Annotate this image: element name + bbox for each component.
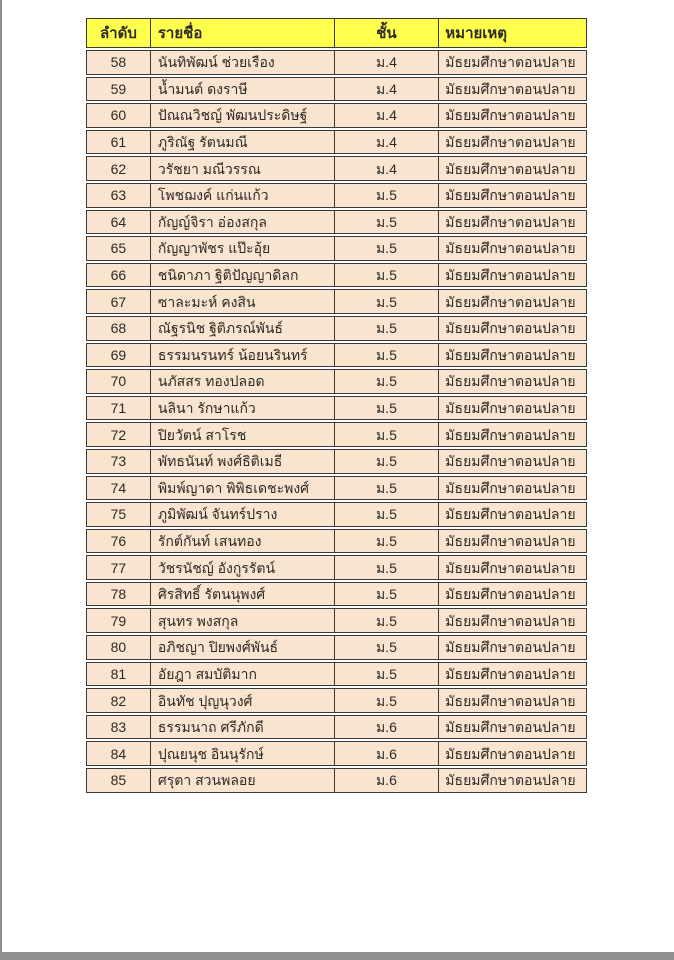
- cell-remark: มัธยมศึกษาตอนปลาย: [438, 423, 586, 446]
- cell-remark: มัธยมศึกษาตอนปลาย: [438, 609, 586, 632]
- cell-no: 64: [110, 213, 127, 230]
- table-row: [86, 688, 587, 713]
- cell-no: 59: [110, 80, 127, 97]
- cell-remark: มัธยมศึกษาตอนปลาย: [438, 237, 586, 260]
- cell-class: ม.5: [334, 423, 439, 446]
- table-row: [86, 77, 587, 102]
- table-row: [86, 529, 587, 554]
- table-row: [86, 715, 587, 740]
- cell-remark: มัธยมศึกษาตอนปลาย: [438, 556, 586, 579]
- table-row: [86, 183, 587, 208]
- cell-class: ม.5: [334, 689, 439, 712]
- table-row: [86, 369, 587, 394]
- cell-class: ม.5: [334, 290, 439, 313]
- cell-remark: มัธยมศึกษาตอนปลาย: [438, 184, 586, 207]
- cell-name: น้ำมนต์ ดงราษี: [150, 78, 334, 101]
- cell-name: ธรรมนาถ ศรีภักดี: [150, 716, 334, 739]
- cell-remark: มัธยมศึกษาตอนปลาย: [438, 769, 586, 792]
- cell-no: 61: [110, 134, 127, 151]
- cell-name: กัญญาพัชร แป๊ะอุ้ย: [150, 237, 334, 260]
- cell-no: 60: [110, 107, 127, 124]
- cell-no: 74: [110, 479, 127, 496]
- cell-name: อภิชญา ปิยพงศ์พันธ์: [150, 636, 334, 659]
- cell-no: 77: [110, 559, 127, 576]
- cell-remark: มัธยมศึกษาตอนปลาย: [438, 290, 586, 313]
- cell-name: นลินา รักษาแก้ว: [150, 397, 334, 420]
- table-row: [86, 103, 587, 128]
- table-row: [86, 768, 587, 793]
- table-row: [86, 289, 587, 314]
- cell-remark: มัธยมศึกษาตอนปลาย: [438, 157, 586, 180]
- cell-class: ม.4: [334, 157, 439, 180]
- cell-class: ม.4: [334, 78, 439, 101]
- header-cell-class: ชั้น: [334, 19, 439, 47]
- cell-remark: มัธยมศึกษาตอนปลาย: [438, 317, 586, 340]
- cell-remark: มัธยมศึกษาตอนปลาย: [438, 583, 586, 606]
- cell-class: ม.5: [334, 344, 439, 367]
- cell-class: ม.5: [334, 397, 439, 420]
- cell-name: ณัฐรนิช ฐิติภรณ์พันธ์: [150, 317, 334, 340]
- cell-name: วรัชยา มณีวรรณ: [150, 157, 334, 180]
- page-edge-left: [0, 0, 2, 960]
- cell-remark: มัธยมศึกษาตอนปลาย: [438, 397, 586, 420]
- cell-remark: มัธยมศึกษาตอนปลาย: [438, 131, 586, 154]
- cell-remark: มัธยมศึกษาตอนปลาย: [438, 211, 586, 234]
- cell-no: 76: [110, 532, 127, 549]
- table-row: [86, 502, 587, 527]
- cell-class: ม.5: [334, 370, 439, 393]
- cell-remark: มัธยมศึกษาตอนปลาย: [438, 264, 586, 287]
- cell-class: ม.5: [334, 556, 439, 579]
- table-row: [86, 741, 587, 766]
- student-roster-table: [86, 18, 587, 795]
- cell-class: ม.6: [334, 769, 439, 792]
- cell-no: 63: [110, 187, 127, 204]
- cell-no: 72: [110, 426, 127, 443]
- cell-name: อินทัช ปุญนุวงศ์: [150, 689, 334, 712]
- cell-name: วัชรนัชญ์ อังกูรรัตน์: [150, 556, 334, 579]
- cell-class: ม.4: [334, 104, 439, 127]
- cell-class: ม.5: [334, 583, 439, 606]
- cell-name: พัทธนันท์ พงศ์ธิติเมธี: [150, 450, 334, 473]
- table-row: [86, 555, 587, 580]
- cell-no: 83: [110, 719, 127, 736]
- cell-no: 75: [110, 506, 127, 523]
- table-row: [86, 476, 587, 501]
- cell-no: 67: [110, 293, 127, 310]
- cell-name: ปิยวัตน์ สาโรช: [150, 423, 334, 446]
- table-row: [86, 662, 587, 687]
- cell-name: ซาละมะห์ คงสิน: [150, 290, 334, 313]
- cell-remark: มัธยมศึกษาตอนปลาย: [438, 636, 586, 659]
- cell-remark: มัธยมศึกษาตอนปลาย: [438, 370, 586, 393]
- header-cell-name: รายชื่อ: [150, 19, 334, 47]
- cell-class: ม.5: [334, 184, 439, 207]
- cell-class: ม.5: [334, 450, 439, 473]
- cell-remark: มัธยมศึกษาตอนปลาย: [438, 530, 586, 553]
- cell-no: 62: [110, 160, 127, 177]
- cell-no: 68: [110, 320, 127, 337]
- cell-remark: มัธยมศึกษาตอนปลาย: [438, 78, 586, 101]
- cell-name: สุนทร พงสกุล: [150, 609, 334, 632]
- cell-class: ม.5: [334, 211, 439, 234]
- cell-class: ม.5: [334, 477, 439, 500]
- header-cell-remark: หมายเหตุ: [438, 19, 586, 47]
- cell-no: 81: [110, 665, 127, 682]
- table-row: [86, 422, 587, 447]
- cell-remark: มัธยมศึกษาตอนปลาย: [438, 689, 586, 712]
- cell-class: ม.5: [334, 264, 439, 287]
- table-row: [86, 582, 587, 607]
- cell-class: ม.5: [334, 503, 439, 526]
- cell-class: ม.5: [334, 663, 439, 686]
- cell-class: ม.6: [334, 742, 439, 765]
- cell-name: ภูมิพัฒน์ จันทร์ปราง: [150, 503, 334, 526]
- cell-no: 78: [110, 586, 127, 603]
- cell-name: ศรุตา สวนพลอย: [150, 769, 334, 792]
- cell-no: 66: [110, 267, 127, 284]
- cell-name: นภัสสร ทองปลอด: [150, 370, 334, 393]
- table-row: [86, 396, 587, 421]
- cell-remark: มัธยมศึกษาตอนปลาย: [438, 742, 586, 765]
- cell-name: ปุณยนุช อินนุรักษ์: [150, 742, 334, 765]
- cell-no: 58: [110, 54, 127, 71]
- cell-name: ภูริณัฐ รัตนมณี: [150, 131, 334, 154]
- cell-no: 71: [110, 400, 127, 417]
- table-row: [86, 343, 587, 368]
- table-header-row: [86, 18, 587, 48]
- cell-remark: มัธยมศึกษาตอนปลาย: [438, 503, 586, 526]
- cell-class: ม.5: [334, 237, 439, 260]
- cell-class: ม.5: [334, 636, 439, 659]
- page-edge-bottom: [0, 952, 674, 960]
- cell-name: ชนิดาภา ฐิติปัญญาดิลก: [150, 264, 334, 287]
- header-cell-no: ลำดับ: [99, 24, 137, 42]
- cell-name: นันทิพัฒน์ ช่วยเรือง: [150, 51, 334, 74]
- cell-name: อัยฎา สมบัติมาก: [150, 663, 334, 686]
- table-row: [86, 263, 587, 288]
- table-row: [86, 210, 587, 235]
- cell-name: กัญญ์จิรา อ่องสกุล: [150, 211, 334, 234]
- cell-remark: มัธยมศึกษาตอนปลาย: [438, 477, 586, 500]
- student-table-body: [86, 50, 587, 793]
- table-row: [86, 156, 587, 181]
- cell-no: 65: [110, 240, 127, 257]
- cell-name: ปัณณวิชญ์ พัฒนประดิษฐ์: [150, 104, 334, 127]
- cell-no: 69: [110, 346, 127, 363]
- cell-remark: มัธยมศึกษาตอนปลาย: [438, 716, 586, 739]
- table-row: [86, 236, 587, 261]
- cell-name: พิมพ์ญาดา พิพิธเดชะพงศ์: [150, 477, 334, 500]
- cell-remark: มัธยมศึกษาตอนปลาย: [438, 104, 586, 127]
- cell-name: ธรรมนรนทร์ น้อยนรินทร์: [150, 344, 334, 367]
- table-row: [86, 449, 587, 474]
- cell-no: 70: [110, 373, 127, 390]
- cell-class: ม.5: [334, 317, 439, 340]
- cell-remark: มัธยมศึกษาตอนปลาย: [438, 344, 586, 367]
- cell-class: ม.6: [334, 716, 439, 739]
- table-row: [86, 130, 587, 155]
- table-row: [86, 635, 587, 660]
- cell-name: รักต์กันท์ เสนทอง: [150, 530, 334, 553]
- table-row: [86, 316, 587, 341]
- cell-no: 84: [110, 745, 127, 762]
- cell-class: ม.4: [334, 51, 439, 74]
- cell-class: ม.5: [334, 530, 439, 553]
- cell-name: ศิรสิทธิ์ รัตนนุพงศ์: [150, 583, 334, 606]
- cell-remark: มัธยมศึกษาตอนปลาย: [438, 663, 586, 686]
- cell-no: 79: [110, 612, 127, 629]
- table-row: [86, 50, 587, 75]
- cell-remark: มัธยมศึกษาตอนปลาย: [438, 51, 586, 74]
- cell-no: 73: [110, 453, 127, 470]
- cell-remark: มัธยมศึกษาตอนปลาย: [438, 450, 586, 473]
- table-row: [86, 608, 587, 633]
- cell-no: 82: [110, 692, 127, 709]
- cell-name: โพชฌงค์ แก่นแก้ว: [150, 184, 334, 207]
- cell-class: ม.5: [334, 609, 439, 632]
- cell-no: 80: [110, 639, 127, 656]
- cell-no: 85: [110, 772, 127, 789]
- cell-class: ม.4: [334, 131, 439, 154]
